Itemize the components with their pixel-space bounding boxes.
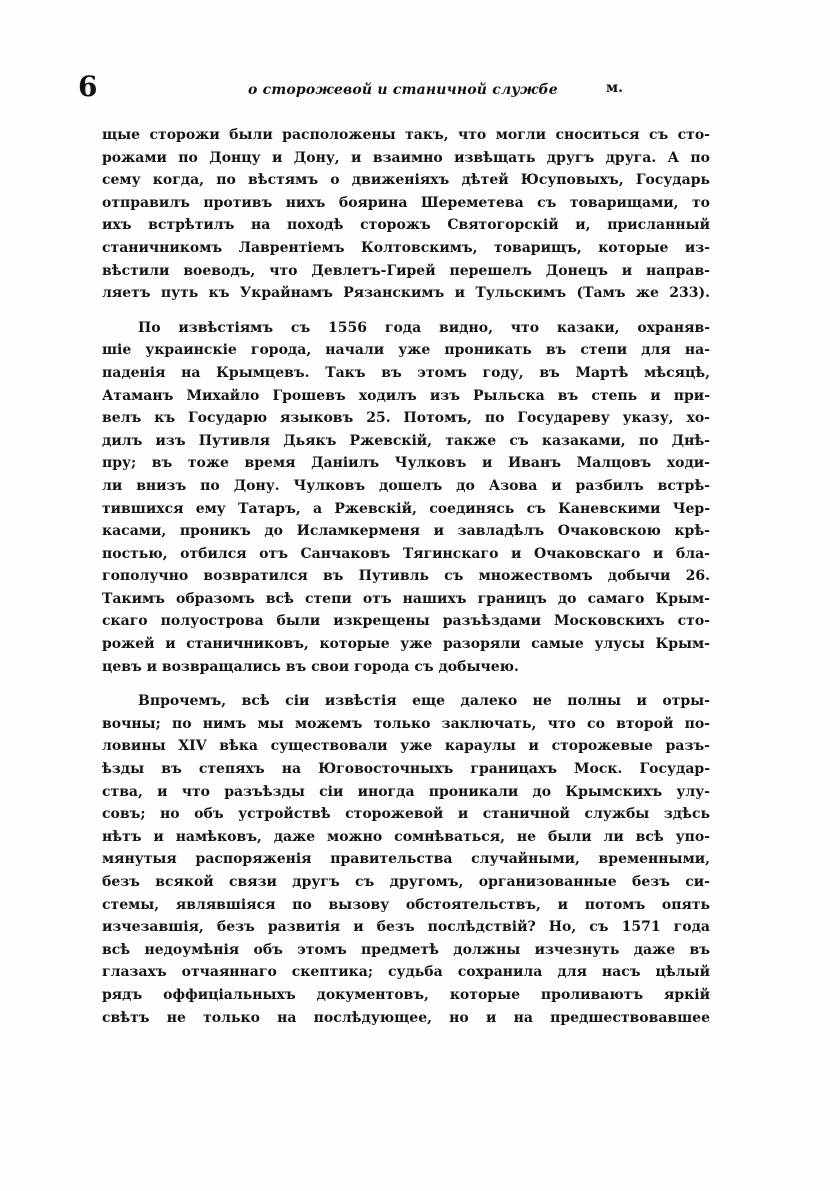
text-line: безъ всякой связи другъ съ другомъ, организованные безъ си- [102,874,710,890]
body-text [102,124,710,1029]
text-line: велъ къ Государю языковъ 25. Потомъ, по Государеву указу, хо- [102,410,710,427]
text-line: скаго полуострова были изкрещены разъѣздами Московскихъ сто- [102,613,710,630]
text-line: вѣстили воеводъ, что Девлетъ-Гирей перешелъ Донецъ и направ- [102,262,710,279]
page-number: 6 [78,70,98,103]
text-line: сему когда, по вѣстямъ о движеніяхъ дѣтей Юсуповыхъ, Государь [102,172,710,189]
paragraph-gap [102,305,710,317]
text-line: рожами по Донцу и Дону, и взаимно извѣщать другъ друга. А по [102,149,710,166]
running-title-mark: м. [606,80,624,96]
text-line: Такимъ образомъ всѣ степи отъ нашихъ границъ до самаго Крым- [102,590,710,607]
text-line: гополучно возвратился въ Путивль съ множествомъ добычи 26. [102,568,710,585]
text-line: цевъ и возвращались въ свои города съ добычею. [102,658,519,675]
text-line: касами, проникъ до Исламкерменя и завладѣлъ Очаковскою крѣ- [102,523,710,540]
text-line: ли внизъ по Дону. Чулковъ дошелъ до Азова и разбилъ встрѣ- [102,477,710,494]
text-line: ства, и что разъѣзды сіи иногда проникали до Крымскихъ улу- [102,783,710,800]
text-line: паденія на Крымцевъ. Такъ въ этомъ году, въ Мартѣ мѣсяцѣ, [102,364,710,381]
paragraph [102,317,710,679]
paragraph-gap [102,678,710,690]
text-line: шіе украинскіе города, начали уже проникать въ степи для на- [102,342,710,359]
running-header [78,70,718,106]
text-line: тившихся ему Татаръ, а Ржевскій, соединясь съ Каневскими Чер- [102,500,710,517]
text-line: рядъ оффиціальныхъ документовъ, которые проливаютъ яркій [102,986,710,1003]
text-line: стемы, являвшіяся по вызову обстоятельствъ, и потомъ опять [102,896,710,913]
text-line: ловины XIV вѣка существовали уже караулы и сторожевые разъ- [102,738,710,755]
text-line: ляетъ путь къ Украйнамъ Рязанскимъ и Тульскимъ (Тамъ же 233). [102,285,710,302]
paragraph [102,124,710,305]
text-line: всѣ недоумѣнія объ этомъ предметѣ должны изчезнуть даже въ [102,941,710,958]
text-line: рожей и станичниковъ, которые уже разоряли самые улусы Крым- [102,636,710,653]
text-line: станичникомъ Лаврентіемъ Колтовскимъ, товарищъ, которые из- [102,239,710,256]
text-line: Атаманъ Михайло Грошевъ ходилъ изъ Рыльска въ степь и при- [102,387,710,404]
running-title: о сторожевой и станичной службе [248,82,558,98]
text-line: нѣтъ и намѣковъ, даже можно сомнѣваться, не были ли всѣ упо- [102,828,710,845]
text-line: вочны; по нимъ мы можемъ только заключать, что со второй по- [102,715,710,732]
text-line: совъ; но объ устройствѣ сторожевой и станичной службы здѣсь [102,806,710,823]
text-line: отправилъ противъ нихъ боярина Шереметева съ товарищами, то [102,194,710,211]
text-line: свѣтъ не только на послѣдующее, но и на предшествовавшее [102,1009,710,1026]
text-line: дилъ изъ Путивля Дьякъ Ржевскій, также съ казаками, по Днѣ- [102,432,710,449]
text-line: По извѣстіямъ съ 1556 года видно, что казаки, охраняв- [138,319,710,336]
text-line: ихъ встрѣтилъ на походѣ сторожъ Святогорскій и, присланный [102,217,710,234]
text-line: мянутыя распоряженія правительства случайными, временными, [102,851,710,868]
text-line: ѣзды въ степяхъ на Юговосточныхъ границахъ Моск. Государ- [102,761,710,778]
text-line: постью, отбился отъ Санчаковъ Тягинскаго и Очаковскаго и бла- [102,545,710,562]
text-line: глазахъ отчаяннаго скептика; судьба сохранила для насъ цѣлый [102,964,710,981]
paragraph [102,690,710,1029]
text-line: изчезавшія, безъ развитія и безъ послѣдствій? Но, съ 1571 года [102,919,710,936]
text-line: пру; въ тоже время Даніилъ Чулковъ и Иванъ Малцовъ ходи- [102,455,710,472]
text-line: Впрочемъ, всѣ сіи извѣстія еще далеко не полны и отры- [138,693,710,710]
text-line: щые сторожи были расположены такъ, что могли сноситься съ сто- [102,127,710,143]
